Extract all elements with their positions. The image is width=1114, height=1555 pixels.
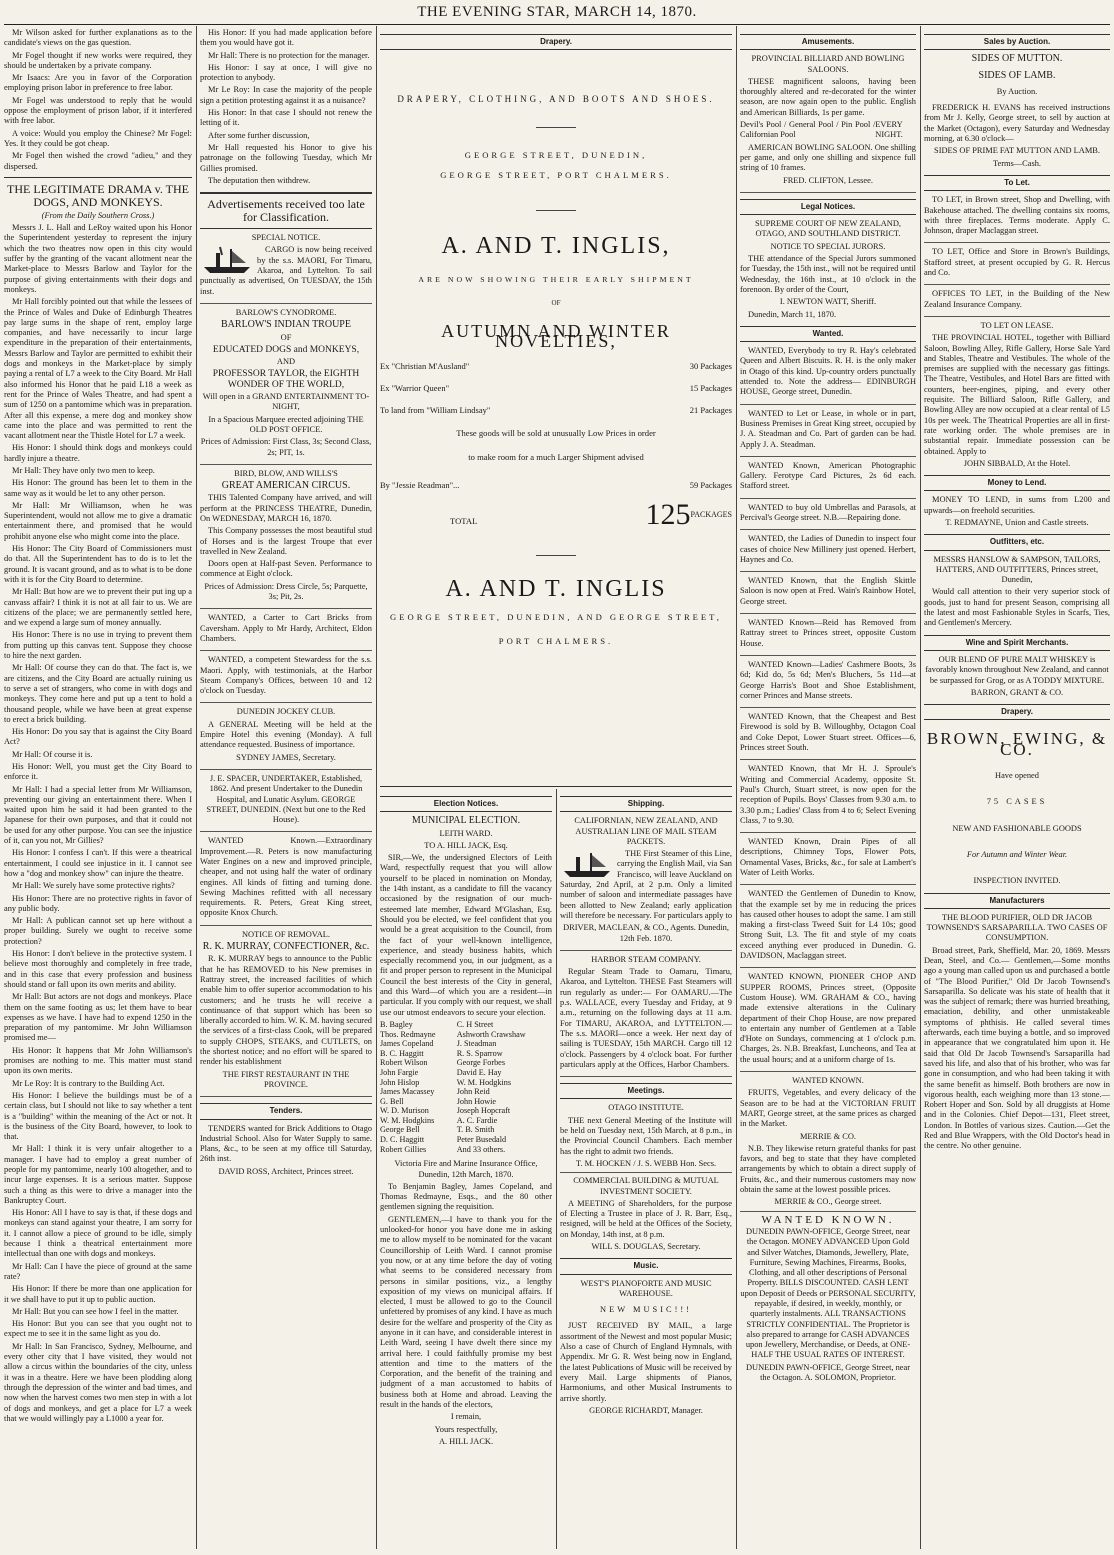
merrie-text: N.B. They likewise return grateful thanks for past favors, and beg to state that they have completed arrangements by which to obtain a direct supply of Fruits, &c., and their numerous customers may now obtain the same at the lowest possible prices. xyxy=(740,1143,916,1195)
signatory-name: C. H Street xyxy=(456,1019,494,1029)
lease-text: THE PROVINCIAL HOTEL, together with Billiard Saloon, Bowling Alley, Rifle Gallery, Horse Sale Yard and Stables, Theatre and Vestibules. The whole of the premises are supplied with the necessary gas fittings. The Theatre, Vestibules, and Hotel Bars are fitted with counters, beer-engines, piping, and every other requisite. The Billiard Saloon, Rifle Gallery, and Bowling Alley are now occupied at a clear rental of L5 10s per week. The Theatrical Properties are all in first-rate working order. The whole premises are in substantial repair. Immediate possession can be obtained. Apply to xyxy=(924,333,1110,456)
ad-line: to make room for a much Larger Shipment advised xyxy=(468,451,644,462)
shipment-value: 59 Packages xyxy=(689,480,732,491)
barlow-line: In a Spacious Marquee erected adjoining THE OLD POST OFFICE. xyxy=(208,414,364,434)
section-heading: Sales by Auction. xyxy=(924,34,1110,50)
clifton-sig: FRED. CLIFTON, Lessee. xyxy=(783,175,873,185)
shipment-label: Ex "Warrior Queen" xyxy=(380,382,450,393)
paragraph: Mr Hall: They have only two men to keep. xyxy=(12,465,155,475)
shipment-label: By "Jessie Readman"... xyxy=(380,480,460,491)
column-divider xyxy=(556,789,557,1549)
barlow-heading: BARLOW'S CYNODROME. xyxy=(235,307,337,317)
column-5 xyxy=(924,28,1110,1550)
article-title: THE LEGITIMATE DRAMA v. THE DOGS, AND MONKEYS. xyxy=(7,181,189,209)
pools-list: Devil's Pool / General Pool / Pin Pool / Californian Pool xyxy=(740,120,876,140)
signatory-name: George Bell xyxy=(380,1125,420,1135)
paragraph: His Honor: There is no use in trying to prevent them from putting up this canvas tent. Suppose they choose to hire the next garden. xyxy=(4,630,192,661)
harbor-heading: HARBOR STEAM COMPANY. xyxy=(591,954,701,964)
late-ads-heading: Advertisements received too late for Classification. xyxy=(207,197,365,225)
signatory-name: Joseph Hopcraft xyxy=(456,1106,511,1116)
whiskey-text: OUR BLEND OF PURE MALT WHISKEY is favorably known throughout New Zealand, and cannot be surpassed for Grog, or as A TODDY MIXTURE. xyxy=(925,654,1109,685)
wanted-ad xyxy=(740,346,916,404)
column-divider xyxy=(920,26,921,1549)
ad-line: PORT CHALMERS. xyxy=(498,636,614,647)
merrie-sig: MERRIE & CO., George street. xyxy=(774,1197,882,1207)
shipment-row xyxy=(380,405,732,415)
shipment-value: 21 Packages xyxy=(689,405,732,416)
whiskey-signature: BARRON, GRANT & CO. xyxy=(970,687,1064,697)
undertaker-text: J. E. SPACER, UNDERTAKER, Established, 1862. And present Undertaker to the Dunedin Hospital, and Lunatic Asylum. GEORGE STREET, DUNEDIN. (Next but one to the Red House). xyxy=(206,773,366,825)
circus-ad xyxy=(200,481,372,609)
paragraph: His Honor: The City Board of Commissioners must do that. All the Superintendent has to do is to let the ground. It is vacant ground, and as to what is to be done with it is for the City Board to determine. xyxy=(4,544,192,584)
paragraph: Mr Hall forcibly pointed out that while the lessees of the Prince of Wales and Duke of Edinburgh Theatres pay large sums in the shape of rent, employ large companies, and have necessarily to incur large expenditure in the preparation of their entertainments, Messrs Barlow and Taylor are permitted to exhibit their dogs and monkeys in the Market-place by simply paying a rental of L7 a week to the City Board. Mr Hall also informed his Honor that he paid L18 a week as rent for the Prince of Wales Theatre, and had spent a sum of 1250 on a pantomime which was in preparation. After all this expense, a mere dog and monkey show came into the place and was permitted to rent the vacant allotment near the Thistle Hotel for L7 a week. xyxy=(4,297,192,441)
section-heading: Money to Lend. xyxy=(924,475,1110,491)
circus-text: Doors open at Half-past Seven. Performance to commence at Eight o'clock. xyxy=(200,559,372,579)
paragraph: His Honor: In that case I should not renew the letting of it. xyxy=(200,108,372,128)
wanted-text: WANTED Known, that the Cheapest and Best Firewood is sold by B. Willoughby, Octagon Coal and Coke Depot, Lower Stuart street. Offices—6, Princes street South. xyxy=(740,712,916,753)
election-to: TO A. HILL JACK, Esq. xyxy=(424,840,508,850)
table-row xyxy=(380,1116,552,1126)
table-row xyxy=(380,1145,552,1155)
signatory-name: Ashworth Crawshaw xyxy=(456,1029,526,1039)
section-heading: Drapery. xyxy=(380,34,732,50)
special-notice-heading: SPECIAL NOTICE. xyxy=(251,233,321,243)
wanted-ad xyxy=(200,655,372,703)
paragraph: Mr Fogel thought if new works were required, they should be undertaken by a private company. xyxy=(4,50,192,70)
signatory-name: B. C. Haggitt xyxy=(380,1048,424,1058)
billiard-ad xyxy=(740,77,916,193)
drapery-line: Have opened xyxy=(995,771,1039,781)
undertaker-ad xyxy=(200,774,372,832)
paragraph: Mr Isaacs: Are you in favor of the Corporation employing prison labor in preference to free labor. xyxy=(4,73,192,93)
masthead: THE EVENING STAR, MARCH 14, 1870. xyxy=(417,4,697,20)
signatory-name: John Fargie xyxy=(380,1067,419,1077)
signatory-name: George Forbes xyxy=(456,1058,505,1068)
column-4 xyxy=(740,28,916,1550)
court-date: Dunedin, March 11, 1870. xyxy=(748,309,837,319)
paragraph: Mr Le Roy: In case the majority of the people sign a petition protesting against it as a nuisance? xyxy=(200,85,372,105)
circus-title: GREAT AMERICAN CIRCUS. xyxy=(221,480,351,492)
signatory-name: G. Bell xyxy=(380,1096,404,1106)
signatory-name: David E. Hay xyxy=(456,1067,502,1077)
column-1 xyxy=(4,28,192,1550)
fruit-text: FRUITS, Vegetables, and every delicacy of the Season are to be had at the VICTORIAN FRUIT MART, George street, at the same prices as charged in the Market. xyxy=(740,1088,916,1129)
election-column xyxy=(380,790,552,1550)
section-heading: Election Notices. xyxy=(380,796,552,812)
paragraph: His Honor: If you had made application before them you would have got it. xyxy=(200,28,372,48)
shipment-value: 30 Packages xyxy=(689,360,732,371)
pawn-text: DUNEDIN PAWN-OFFICE, George Street, near the Octagon. MONEY ADVANCED Upon Gold and Silver Watches, Diamonds, Jewellery, Plate, Furniture, Sewing Machines, Firearms, Books, Clothing, and all other descriptions of Personal Property. BILLS DISCOUNTED. CASH LENT upon Deposit of Deeds or PERSONAL SECURITY, repayable, if desired, in weekly, monthly, or quarterly instalments. ALL TRANSACTIONS STRICTLY CONFIDENTIAL. The Proprietor is also prepared to arrange for CASH ADVANCES upon Jewellery, Merchandise, or Deeds, at ONE-HALF THE USUAL RATES OF INTEREST. xyxy=(740,1226,916,1360)
section-heading: Meetings. xyxy=(560,1083,732,1099)
signatory-name: Robert Wilson xyxy=(380,1058,428,1068)
court-heading: SUPREME COURT OF NEW ZEALAND, OTAGO, AND SOUTHLAND DISTRICT. xyxy=(755,219,901,239)
section-heading: Amusements. xyxy=(740,34,916,50)
table-row xyxy=(380,1039,552,1049)
auction-terms: Terms—Cash. xyxy=(992,158,1042,168)
signatory-name: John Reid xyxy=(456,1087,490,1097)
election-body: SIR,—We, the undersigned Electors of Leith Ward, respectfully request that you will allow yourself to be placed in nomination on Monday, the 14th instant, as a candidate to fill the vacancy occasioned by the resignation of our much-esteemed late member, Edward M'Glashan, Esq. Should you be elected, we feel confident that you would be a great acquisition to the Council, from the fact of your well-known intelligence, experience, and steady business habits, which especially recommend you, in our judgment, as a fit and proper person to represent in the Municipal Council the best interests of the City in general, and this Ward—of which you are a resident—in particular. If you comply with our request, we shall use our utmost endeavors to secure your election. xyxy=(380,853,552,1017)
wanted-ad xyxy=(740,461,916,499)
auction-heading: SIDES OF MUTTON. xyxy=(971,53,1063,65)
paragraph: His Honor: I don't believe in the protective system. I believe most thoroughly and completely in free trade, and in this case that every profession and business should stand or fall upon its own merits and ability. xyxy=(4,949,192,989)
paragraph: His Honor: I believe the buildings must be of a certain class, but I should not like to say whether a tent is a "building" within the meaning of the Act or not. It is the business of the City Board, however, to look to that. xyxy=(4,1090,192,1142)
shipping-heading: CALIFORNIAN, NEW ZEALAND, AND AUSTRALIAN LINE OF MAIL STEAM PACKETS. xyxy=(574,816,718,846)
wanted-ad xyxy=(740,712,916,760)
cargo-ad xyxy=(200,245,372,303)
auction-sides: SIDES OF PRIME FAT MUTTON AND LAMB. xyxy=(934,146,1100,156)
signatory-name: James Copeland xyxy=(380,1039,434,1049)
paragraph: Mr Hall: There is no protection for the manager. xyxy=(208,50,370,60)
signatory-name: W. D. Murison xyxy=(380,1106,429,1116)
steamship-icon xyxy=(200,245,254,275)
circus-text: This Company possesses the most beautiful stud of Horses and is the largest Troupe that ever travelled in New Zealand. xyxy=(200,526,372,556)
signatory-name: James Macassey xyxy=(380,1087,435,1097)
wanted-ad xyxy=(740,534,916,572)
shipment-list xyxy=(380,361,732,416)
paragraph: Mr Wilson asked for further explanations as to the candidate's views on the gas question. xyxy=(4,28,192,48)
murray-ad xyxy=(200,942,372,1097)
murray-text: R. K. MURRAY begs to announce to the Public that he has REMOVED to his New premises in Rattray street, the increased facilities of which enable him to offer superior accommodation to his customers; and he trusts he will receive a continuance of that support which has been so liberally accorded to him. W. K. M. having secured the services of a first-class Cook, will be prepared to supply CHOPS, STEAKS, and CUTLETS, on the shortest notice; and no effort will be spared to render his establishment xyxy=(200,954,372,1067)
blood-heading: THE BLOOD PURIFIER, OLD DR JACOB TOWNSEND'S SARSAPARILLA. TWO CASES OF CONSUMPTION. xyxy=(926,912,1108,943)
ad-line: GEORGE STREET, DUNEDIN, xyxy=(464,149,648,160)
signatory-name: A. C. Fardie xyxy=(456,1115,498,1125)
article-source: (From the Daily Southern Cross.) xyxy=(41,210,155,220)
hanslow-heading: MESSRS HANSLOW & SAMPSON, TAILORS, HATTERS, AND OUTFITTERS, Princes street, Dunedin, xyxy=(933,554,1101,585)
evans-text: FREDERICK H. EVANS has received instructions from Mr J. Kelly, George street, to sell by auction at the Market (Octagon), every Saturday and Wednesday morning, at 6.30 o'clock— xyxy=(924,103,1110,144)
mail-packets-ad xyxy=(560,849,732,951)
paragraph: Mr Hall: I think it is very unfair altogether to a manager. I have had to employ a great number of people for my pantomime, nearly 100 altogether, and to incur large expenses. It is a serious matter. Suppose such a thing as this were to drive a manager into the Bankruptcy Court. xyxy=(4,1144,192,1205)
wanted-text: WANTED Known, that Mr H. J. Sproule's Writing and Commercial Academy, opposite St. Paul's Church, Stuart street, is now open for the reception of Pupils. Boys' Classes from 9.30 a.m. to 3.30 p.m.; Ladies' Class from 4 to 6; Select Evening Class, 7 to 9.30. xyxy=(740,764,916,825)
wanted-text: WANTED KNOWN, PIONEER CHOP AND SUPPER ROOMS, Princes street, (Opposite Custom House). WM. GRAHAM & CO., having made extensive alterations in the Culinary department of their Chop House, are now prepared to entertain any number of Gentlemen at a Table d'Hote on Sundays, commencing at 1 o'clock p.m. Charges, 2s. N.B. Breakfast, Luncheons, and Tea at the usual hours; and at a uniform charge of 1s. xyxy=(740,972,916,1064)
lease-heading: TO LET ON LEASE. xyxy=(980,320,1054,330)
novelties-heading: AUTUMN AND WINTER NOVELTIES, xyxy=(441,321,671,352)
inglis-ad xyxy=(380,28,732,784)
signatory-name: And 33 others. xyxy=(456,1144,506,1154)
election-heading: MUNICIPAL ELECTION. xyxy=(411,815,521,827)
wanted-text: WANTED Known, American Photographic Gallery. Ferotype Card Pictures, 2s 6d each. Stafford street. xyxy=(740,460,916,491)
steamship-icon xyxy=(560,849,614,879)
barlow-and: AND xyxy=(276,357,296,367)
signatory-name: B. Bagley xyxy=(380,1019,413,1029)
barlow-line: EDUCATED DOGS and MONKEYS, xyxy=(212,344,360,355)
money-signature: T. REDMAYNE, Union and Castle streets. xyxy=(945,517,1089,527)
wanted-known-heading: WANTED KNOWN. xyxy=(792,1076,864,1086)
shipment-row xyxy=(380,480,732,490)
ad-line: These goods will be sold at unusually Low Prices in order xyxy=(456,427,656,438)
paragraph: Mr Hall: We surely have some protective rights? xyxy=(12,881,175,891)
article-continuation xyxy=(200,28,372,186)
paragraph: His Honor: Do you say that is against the City Board Act? xyxy=(4,727,192,747)
harbor-ad xyxy=(560,967,732,1077)
circus-text: THIS Talented Company have arrived, and will perform at the PRINCESS THEATRE, Dunedin, On WEDNESDAY, MARCH 16, 1870. xyxy=(200,493,372,523)
signatory-name: R. S. Sparrow xyxy=(456,1048,503,1058)
to-let-ad xyxy=(924,247,1110,285)
firm-name: A. AND T. INGLIS, xyxy=(441,233,671,260)
paragraph: Mr Fogel then wished the crowd "adieu," and they dispersed. xyxy=(4,151,192,171)
murray-name: R. K. MURRAY, CONFECTIONER, &c. xyxy=(202,941,370,953)
signatory-name: John Howie xyxy=(456,1096,497,1106)
drapery-line: For Autumn and Winter Wear. xyxy=(966,849,1068,859)
paragraph: Mr Hall requested his Honor to give his patronage on the following Tuesday, which Mr Gillies promised. xyxy=(200,142,372,173)
paragraph: His Honor: But you can see that you ought not to expect me to see it in the same light as you do. xyxy=(4,1319,192,1339)
wanted-text: WANTED, a Carter to Cart Bricks from Caversham. Apply to Mr Hardy, Architect, Eldon Chambers. xyxy=(200,613,372,643)
total-value: 125 xyxy=(645,498,691,532)
paragraph: His Honor: All I have to say is that, if these dogs and monkeys can stand against your theatre, I am sorry for it. I cannot allow a piece of ground to be idle, simply because I think a theatrical entertainment more intellectual than one with dogs and monkeys. xyxy=(4,1208,192,1259)
table-row xyxy=(380,1058,552,1068)
wanted-text: WANTED, Everybody to try R. Hay's celebrated Queen and Albert Biscuits. R. H. is the only maker in Otago of this kind. Up-country orders punctually attended to. Note the address— EDINBURGH HOUSE, George street, Dunedin. xyxy=(740,346,916,397)
bowling-text: AMERICAN BOWLING SALOON. One shilling per game, and only one shilling and sixpence full string of 10 frames. xyxy=(740,142,916,173)
signatory-name: John Hislop xyxy=(380,1077,420,1087)
removal-heading: NOTICE OF REMOVAL. xyxy=(241,929,331,939)
shipping-column xyxy=(560,790,732,1550)
shipment-label: Ex "Christian M'Ausland" xyxy=(380,360,470,371)
total-label: TOTAL xyxy=(450,516,478,527)
sign-line: I remain, xyxy=(450,1412,482,1422)
brown-ewing-heading: BROWN, EWING, & CO. xyxy=(926,729,1108,759)
wanted-text: WANTED Known, that the English Skittle Saloon is now open at Fred. Wain's Rainbow Hotel, George street. xyxy=(740,576,916,606)
wanted-ad xyxy=(200,613,372,651)
ad-line: GEORGE STREET, DUNEDIN, AND GEORGE STREET, xyxy=(390,612,722,623)
section-heading: Outfitters, etc. xyxy=(924,534,1110,550)
column-divider xyxy=(196,26,197,1549)
signatory-name: T. B. Smith xyxy=(456,1125,495,1135)
drapery-line: INSPECTION INVITED. xyxy=(973,876,1061,886)
pawn-heading: WANTED KNOWN. xyxy=(761,1213,895,1226)
office-line: Victoria Fire and Marine Insurance Office, Dunedin, 12th March, 1870. xyxy=(394,1159,538,1179)
paragraph: His Honor: It happens that Mr John Williamson's promises are nothing to me. This matter must stand upon its own merits. xyxy=(4,1045,192,1076)
article-body xyxy=(4,223,192,1424)
reply-text: GENTLEMEN,—I have to thank you for the unlooked-for honor you have done me in asking me to allow myself to be nominated for the vacant Councillorship of Leith Ward. I cannot promise you now, or at any time before the day of voting what seems to be considered necessary from persons in similar positions, viz., a lengthy exposition of my views on municipal affairs. If elected, I must be allowed to go to the Council unfettered by promises of any kind. I have as much desire for the welfare and prosperity of the City as anyone in it can have, and considerable interest in Leith Ward, seeing I have dwelt there since my arrival here. I could faithfully promise my best attention and time to the matters of the Corporation, and the benefit of the training and judgment of a man accustomed to habits of business both at Home and abroad. Leaving the result in the hands of the electors, xyxy=(380,1214,552,1410)
table-row xyxy=(380,1106,552,1116)
section-heading: Manufacturers xyxy=(924,893,1110,909)
let-text: OFFICES TO LET, in the Building of the New Zealand Insurance Company. xyxy=(924,289,1110,309)
table-row xyxy=(380,1097,552,1107)
column-divider xyxy=(376,26,377,1549)
shipment-value: 15 Packages xyxy=(689,382,732,393)
firm-name: A. AND T. INGLIS xyxy=(445,575,667,602)
paragraph: His Honor: Well, you must get the City Board to enforce it. xyxy=(4,762,192,782)
west-signature: GEORGE RICHARDT, Manager. xyxy=(589,1405,703,1415)
section-heading: Tenders. xyxy=(200,1103,372,1119)
table-row xyxy=(380,1030,552,1040)
wanted-ad xyxy=(740,972,916,1072)
shipment-row xyxy=(380,383,732,393)
wanted-text: WANTED, a competent Stewardess for the s.s. Maori. Apply, with testimonials, at the Harbor Steam Company's Offices, between 10 and 12 o'clock on Tuesday. xyxy=(200,655,372,696)
paragraph: Mr Le Roy: It is contrary to the Building Act. xyxy=(12,1078,165,1088)
paragraph: A voice: Would you employ the Chinese? Mr Fogel: Yes. It they could be got cheap. xyxy=(4,128,192,148)
signatory-name: W. M. Hodgkins xyxy=(380,1115,435,1125)
section-heading: To Let. xyxy=(924,175,1110,191)
paragraph: Mr Hall: Of course it is. xyxy=(12,749,93,759)
wanted-ad xyxy=(740,889,916,968)
section-heading: Music. xyxy=(560,1258,732,1274)
shipment-label: To land from "William Lindsay" xyxy=(380,405,491,416)
paragraph: Mr Hall: But you can see how I feel in the matter. xyxy=(12,1306,179,1316)
table-row xyxy=(380,1087,552,1097)
barlow-line: BARLOW'S INDIAN TROUPE xyxy=(221,319,351,331)
circus-prices: Prices of Admission: Dress Circle, 5s; Parquette, 3s; Pit, 2s. xyxy=(204,581,368,602)
jockey-ad xyxy=(200,720,372,770)
section-heading: Shipping. xyxy=(560,796,732,812)
billiard-text: THESE magnificent saloons, having been thoroughly altered and re-decorated for the winter season, are now again open to the public. English and American Billiards, 1s per game. xyxy=(740,76,916,117)
sign-line: Yours respectfully, xyxy=(434,1424,498,1434)
auction-heading: SIDES OF LAMB. xyxy=(978,69,1056,81)
wanted-ad xyxy=(200,836,372,925)
total-row xyxy=(380,498,732,532)
harbor-text: Regular Steam Trade to Oamaru, Timaru, Akaroa, and Lyttelton. THESE Fast Steamers will run regularly as under:— For OAMARU.—The p.s. WALLACE, every Tuesday and Friday, at 9 a.m., returning on the following days at 11 a.m. For TIMARU, AKAROA, and LYTTELTON.—The s.s. MAORI—once a week. Her next day of sailing is TUESDAY, 15th MARCH. Cargo till 12 o'clock. Passengers by 4 o'clock boat. For further particulars apply at the Offices, Harbor Chambers. xyxy=(560,967,732,1069)
jockey-heading: DUNEDIN JOCKEY CLUB. xyxy=(236,707,336,717)
jockey-text: A GENERAL Meeting will be held at the Empire Hotel this evening (Monday). A full attendance requested. Business of importance. xyxy=(200,719,372,750)
paragraph: Mr Hall: But how are we to prevent their put ing up a canvass affair? I think it is not at all fair to us. We are citizens of the place; we are permanently settled here, and we expend a large sum of money annually. xyxy=(4,587,192,628)
table-row xyxy=(380,1135,552,1145)
wanted-text: WANTED Known—Ladies' Cashmere Boots, 3s 6d; Kid do, 5s 6d; Men's Bluchers, 5s 11d—at George Harris's Boot and Shoe Establishment, corner Princes and Manse streets. xyxy=(740,659,916,700)
otago-signature: T. M. HOCKEN / J. S. WEBB Hon. Secs. xyxy=(575,1158,717,1168)
money-text: MONEY TO LEND, in sums from L200 and upwards—on freehold securities. xyxy=(924,495,1110,515)
shipping-agents: DRIVER, MACLEAN, & CO., Agents. Dunedin, 12th Feb. 1870. xyxy=(563,923,729,943)
addressee: To Benjamin Bagley, James Copeland, and Thomas Redmayne, Esqs., and the 80 other gentlemen signing the requisition. xyxy=(380,1181,552,1212)
paragraph: His Honor: I should think dogs and monkeys could hardly injure a theatre. xyxy=(4,443,192,463)
wanted-ad xyxy=(740,837,916,885)
paragraph: Mr Hall: But actors are not dogs and monkeys. Place them on the same footing as us; let them have to bear expenses as we have. I have had to expend 1250 in the preparation of my pantomime. Mr John Williamson promised me— xyxy=(4,992,192,1043)
wanted-text: WANTED to Let or Lease, in whole or in part, Business Premises in Great King street, occupied by J. A. Steadman and Co. Part of garden can be had. Apply J. A. Steadman. xyxy=(740,408,916,449)
table-row xyxy=(380,1049,552,1059)
ad-line: GEORGE STREET, PORT CHALMERS. xyxy=(440,169,672,180)
wanted-ad xyxy=(740,764,916,833)
jurors-heading: NOTICE TO SPECIAL JURORS. xyxy=(770,241,886,251)
wanted-ad xyxy=(740,618,916,656)
paragraph: Mr Hall: In San Francisco, Sydney, Melbourne, and every other city that I have visited, they would not allow a circus within the boundaries of the city, unless it was in a theatre. Here we have been plodding along through the depression of the winter and bad times, and now when the harvest comes two men step in with a lot of dogs and monkeys, and get a place for L7 a week that we would willingly pay a L1000 a year for. xyxy=(4,1341,192,1423)
wanted-ad xyxy=(740,660,916,708)
wanted-ad xyxy=(740,409,916,457)
paragraph: Mr Hall: Of course they can do that. The fact is, we are citizens, and the City Board are actually ruining us to serve a set of strangers, who come in with dogs and monkeys. They come here and put up a tent to hold a thousand people, while we have been at great expense to erect a brick building. xyxy=(4,663,192,724)
wanted-list xyxy=(740,346,916,1072)
section-heading: Drapery. xyxy=(924,704,1110,720)
wanted-text: WANTED Known, Drain Pipes of all descriptions, Chimney Tops, Flower Pots, Ornamental Vases, Bricks, &c., for sale at Lambert's Water of Leith Works. xyxy=(740,837,916,877)
billiard-heading: PROVINCIAL BILLIARD AND BOWLING SALOONS. xyxy=(751,54,905,74)
sign-line: A. HILL JACK. xyxy=(438,1436,494,1446)
wanted-text: WANTED to buy old Umbrellas and Parasols, at Percival's George street. N.B.—Repairing done. xyxy=(740,502,916,522)
table-row xyxy=(380,1078,552,1088)
paragraph: His Honor: The ground has been let to them in the same way as it would be let to any other person. xyxy=(4,478,192,498)
paragraph: His Honor: If there be more than one application for it we shall have to put it up to public auction. xyxy=(4,1284,192,1304)
section-heading: Wine and Spirit Merchants. xyxy=(924,635,1110,651)
wanted-text: WANTED the Gentlemen of Dunedin to Know, that the example set by me in reducing the prices has caused other houses to adopt the same. I am still making a first-class Tweed Suit for L4 10s; good Strong Suit, L3. The fit and style of my coats exceed anything ever produced in Dunedin. G. DAVIDSON, Maclaggan street. xyxy=(740,889,916,961)
otago-heading: OTAGO INSTITUTE. xyxy=(608,1103,684,1113)
jockey-signature: SYDNEY JAMES, Secretary. xyxy=(236,752,336,762)
column-divider xyxy=(736,26,737,1549)
total-unit: PACKAGES xyxy=(690,510,732,520)
barlow-ad xyxy=(200,320,372,465)
shipment-row xyxy=(380,361,732,371)
signatory-name: Peter Busedald xyxy=(456,1135,507,1145)
court-signature: I. NEWTON WATT, Sheriff. xyxy=(779,297,877,307)
murray-end: THE FIRST RESTAURANT IN THE PROVINCE. xyxy=(222,1069,350,1089)
drapery-line: 75 CASES xyxy=(986,797,1048,807)
table-row xyxy=(380,1020,552,1030)
paragraph: His Honor: I confess I can't. If this were a theatrical entertainment, I could see injustice in it. I cannot see how a "dog and monkey show" can injure the theatre. xyxy=(4,848,192,878)
cargo-text: CARGO is now being received by the s.s. MAORI, For Timaru, Akaroa, and Lyttelton. To sail punctually as advertised, On TUESDAY, the 15th inst. xyxy=(200,245,372,296)
section-rule xyxy=(380,786,732,787)
lease-signature: JOHN SIBBALD, At the Hotel. xyxy=(963,458,1071,468)
wanted-ad xyxy=(740,576,916,614)
circus-heading: BIRD, BLOW, AND WILLS'S xyxy=(234,468,338,478)
court-text: THE attendance of the Special Jurors summoned for Tuesday, the 15th inst., will not be required until Wednesday, the 16th inst., at 10 o'clock in the forenoon. By order of the Court, xyxy=(740,254,916,294)
signatory-name: Robert Gillies xyxy=(380,1144,427,1154)
otago-text: THE next General Meeting of the Institute will be held on Tuesday next, 15th March, at 8 p.m., in the Provincial Council Chambers. Each member has the right to admit two friends. xyxy=(560,1115,732,1156)
wanted-ad xyxy=(740,503,916,531)
blood-text: Broad street, Park, Sheffield, Mar. 20, 1869. Messrs Dean, Steel, and Co.— Gentlemen,—Some months ago a young man called upon us and purchased a bottle of "The Blood Purifier," Old Dr Jacob Townsend's Sarsaparilla. So delicate was his state of health that it was the subject of remark; there was hurried breathing, emaciation, debility, and other unmistakeable symptoms of phthisis. He called several times afterwards, each time buying a bottle, and so improved in appearance that we congratulated him upon it. He said that Old Dr Jacob Townsend's Sarsaparilla had saved his life, and also that of his brother, who was far gone in consumption, and who had been taking it with the same benefit as himself. Both brothers are now in vigorous health, each weighing more than 13 stone.— Robert Hoper and Son. Sold by all druggists at Home and in the Colonies. Chief Depot—131, Fleet street, London. In Bottles of various sizes. Caution.—Get the Red and Blue Wrappers, with the Old Doctor's head in the centre. No other genuine. xyxy=(924,945,1110,1151)
signatory-name: W. M. Hodgkins xyxy=(456,1077,512,1087)
signatory-name: Thos. Redmayne xyxy=(380,1029,436,1039)
paragraph: Mr Fogel was understood to reply that he would oppose the employment of prison labor, if it interfered with free labor. xyxy=(4,95,192,126)
ad-line: DRAPERY, CLOTHING, AND BOOTS AND SHOES. xyxy=(397,94,715,105)
pawn-signature: DUNEDIN PAWN-OFFICE, George Street, near the Octagon. A. SOLOMON, Proprietor. xyxy=(745,1362,910,1383)
building-text: A MEETING of Shareholders, for the purpose of Electing a Trustee in place of J. R. Barr, Esq., resigned, will be held at the Offices of the Society, on Monday, 14th inst, at 8 p.m. xyxy=(560,1198,732,1239)
tenders-text: TENDERS wanted for Brick Additions to Otago Industrial School. Also for Water Supply to same. Plans, &c., to be seen at my office till Saturday, 26th inst. xyxy=(200,1123,372,1164)
signatory-name: D. C. Haggitt xyxy=(380,1135,425,1145)
west-text: JUST RECEIVED BY MAIL, a large assortment of the Newest and most popular Music; Also a case of Church of England Hymnals, with Appendix. Mr G. R. West being now in England, the latest Publications of Music will be received by every Mail. Large shipments of Pianos, Harmoniums, and other Musical Instruments to arrive shortly. xyxy=(560,1321,732,1403)
paragraph: Mr Hall: I had a special letter from Mr Williamson, preventing our giving an entertainment there. When I waited upon him he said it had been granted to the Japanese for their own purposes, and that it could not be used for any other purpose. You can see the injustice of it, can you not, Mr Gillies? xyxy=(4,784,192,846)
paragraph: Mr Hall: A publican cannot set up here without a proper building. Surely we ought to receive some protection? xyxy=(4,916,192,946)
paragraph: Mr Hall: Can I have the piece of ground at the same rate? xyxy=(4,1261,192,1281)
shipping-text: THE First Steamer of this Line, carrying the English Mail, via San Francisco, will leave Auckland on Saturday, 2nd April, at 2 p.m. Only a limited number of saloon and intermediate passages have been allotted to New Zealand; early application will therefore be necessary. For particulars apply to xyxy=(560,849,732,920)
paragraph: Messrs J. L. Hall and LeRoy waited upon his Honor the Superintendent yesterday to represent the injury which the two theatres now open in this city would suffer by the granting of the vacant allotment near the Market-place to Messrs Barlow and Taylor for the purpose of giving entertainments with their dogs and monkeys. xyxy=(4,223,192,294)
let-text: TO LET, Office and Store in Brown's Buildings, Stafford street, at present occupied by G. R. Hercus and Co. xyxy=(924,247,1110,278)
barlow-prices: Prices of Admission: First Class, 3s; Second Class, 2s; PIT, 1s. xyxy=(200,437,372,457)
signatories-list xyxy=(380,1020,552,1154)
table-row xyxy=(380,1125,552,1135)
paragraph: His Honor: There are no protective rights in favor of any public body. xyxy=(4,893,192,913)
wanted-text: WANTED Known.—Extraordinary Improvement.—R. Peters is now manufacturing Water Engines on a new and improved principle, cheaper, and not using half the water of ordinary engines. All kinds of fitting and turning done. Sewing Machines refitted with all necessary requirements. R. Peters, Great King street, opposite Knox Church. xyxy=(200,836,372,918)
building-signature: WILL S. DOUGLAS, Secretary. xyxy=(591,1241,701,1251)
let-text: TO LET, in Brown street, Shop and Dwelling, with Bakehouse attached. The dwelling contains six rooms, with three fireplaces. Terms moderate. Apply C. Johnson, draper Maclaggan street. xyxy=(924,195,1110,236)
section-heading: Legal Notices. xyxy=(740,199,916,215)
wanted-text: WANTED, the Ladies of Dunedin to inspect four cases of choice New Millinery just opened. Herbert, Haynes and Co. xyxy=(740,534,916,564)
west-heading: WEST'S PIANOFORTE AND MUSIC WAREHOUSE. xyxy=(580,1278,712,1298)
masthead-rule xyxy=(4,24,1110,25)
new-music: NEW MUSIC!!! xyxy=(600,1305,692,1315)
table-row xyxy=(380,1068,552,1078)
building-heading: COMMERCIAL BUILDING & MUTUAL INVESTMENT SOCIETY. xyxy=(573,1176,719,1196)
every-night: EVERY NIGHT. xyxy=(875,120,903,140)
auction-sub: By Auction. xyxy=(996,86,1038,96)
column-2 xyxy=(200,28,372,1550)
tenders-signature: DAVID ROSS, Architect, Princes street. xyxy=(218,1166,354,1176)
barlow-line: PROFESSOR TAYLOR, the EIGHTH WONDER OF THE WORLD, xyxy=(212,369,360,390)
paragraph: Mr Hall: Mr Williamson, when he was Superintendent, would not allow me to give a dramatic entertainment there, and promised that he would prohibit anyone else who might come into the place. xyxy=(4,500,192,541)
section-heading: Wanted. xyxy=(740,326,916,342)
signatory-name: J. Steadman xyxy=(456,1039,497,1049)
paragraph: The deputation then withdrew. xyxy=(208,175,311,185)
election-ward: LEITH WARD. xyxy=(439,828,493,838)
paragraph: His Honor: I say at once, I will give no protection to anybody. xyxy=(200,62,372,83)
drapery-line: NEW AND FASHIONABLE GOODS xyxy=(952,823,1082,833)
ad-line: ARE NOW SHOWING THEIR EARLY SHIPMENT xyxy=(418,275,694,285)
wanted-text: WANTED Known—Reid has Removed from Rattray street to Princes street, opposite Custom House. xyxy=(740,618,916,648)
barlow-line: Will open in a GRAND ENTERTAINMENT TO-NIGHT, xyxy=(202,392,370,412)
merrie-sig: MERRIE & CO. xyxy=(799,1131,857,1141)
to-let-ad xyxy=(924,289,1110,317)
paragraph: After some further discussion, xyxy=(208,130,310,140)
to-let-ad xyxy=(924,195,1110,243)
hanslow-text: Would call attention to their very superior stock of goods, just to hand for present Season, comprising all the latest and most Fashionable Styles in Scarfs, Ties, and Gentlemen's Mercery. xyxy=(924,587,1110,628)
barlow-of: OF xyxy=(280,332,292,342)
ad-line: OF xyxy=(551,298,561,307)
